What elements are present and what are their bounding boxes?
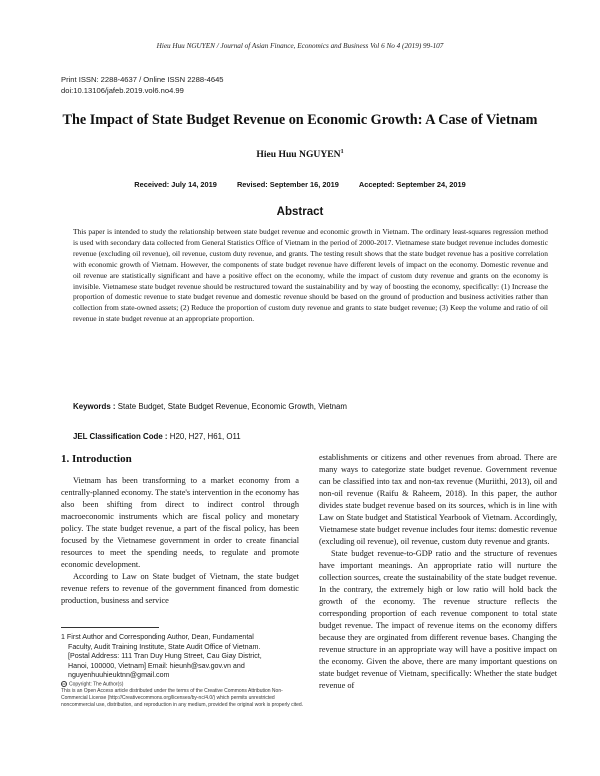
footnote-email[interactable]: nguyenhuuhieuktnn@gmail.com bbox=[68, 671, 170, 680]
intro-paragraph-2: According to Law on State budget of Vietnam, the state budget revenue refers to revenue of the government financed from domestic production, business and service bbox=[61, 572, 299, 605]
copyright-line bbox=[61, 681, 306, 688]
abstract-body: This paper is intended to study the relationship between state budget revenue and economic growth in Vietnam. The ordinary least-squares regression method is used with secondary data collected from General Statistics Office of Vietnam in the period of 2000-2017. Vietnamese state budget revenue includes domestic revenue (excluding oil revenue), oil revenue, custom duty revenue, and grants. The testing result shows that the state budget revenue has a positive correlation with economic growth of Vietnam. However, the components of state budget revenue have different levels of impact on the economy. Domestic revenue and oil revenue are statistically significant and have a positive effect on the economy, while the impact of custom duty revenue and grants on the economy is invisible. Vietnamese state budget revenue should be restructured toward the sustainability and by way of boosting the economy, specifically: (1) Increase the proportion of domestic revenue to state budget revenue and domestic revenue should be based on the ground of production and business activities rather than collection from state-owned assets; (2) Reduce the proportion of custom duty revenue and grants to state budget revenue; (3) Keep the volume and ratio of oil revenue in state budget revenue at an appropriate proportion. bbox=[73, 227, 548, 324]
footnote-line: Faculty, Audit Training Institute, State Audit Office of Vietnam. bbox=[68, 642, 261, 651]
intro-paragraph-1: Vietnam has been transforming to a market economy from a centrally-planned economy. The state's intervention in the economy has also been shifting from direct to indirect control through macroeconomic instruments which are fiscal policy and monetary policy. The state budget revenue, a part of the fiscal policy, has been focused by the Vietnamese government in order to create financial resources to meet the spending needs, to regulate and promote economic development. bbox=[61, 476, 299, 569]
footnote-divider bbox=[61, 627, 159, 628]
intro-paragraph-2-continued: establishments or citizens and other revenues from abroad. There are many ways to categorize state budget revenue. Government revenue can be classified into tax and non-tax revenue (Muriithi, 2013), oil and non-oil revenue (Raifu & Raheem, 2018). In this paper, the author divides state budget revenue based on its sources, which is in line with Law on State budget and Statistical Yearbook of Vietnam. Accordingly, Vietnamese state budget revenue includes four items: domestic revenue (excluding oil revenue), oil revenue, custom duty revenue and grants. bbox=[319, 453, 557, 546]
keywords-label: Keywords : bbox=[73, 402, 116, 411]
license-notice bbox=[61, 681, 306, 709]
submission-dates bbox=[0, 180, 600, 189]
author-footnote bbox=[61, 633, 301, 681]
copyright-icon: cc bbox=[62, 682, 66, 686]
copyright-text: Copyright: The Author(s) bbox=[69, 681, 124, 688]
keywords-line bbox=[73, 402, 548, 411]
doi-line[interactable]: doi:10.13106/jafeb.2019.vol6.no4.99 bbox=[61, 86, 184, 95]
right-column bbox=[319, 452, 557, 692]
intro-paragraph-3: State budget revenue-to-GDP ratio and the structure of revenues have important meanings. An appropriate ratio will nurture the collection sources, create the sustainability of the state budget revenue. In the contrary, the extremely high or low ratio will hold back the growth of the economy. The revenue structure reflects the corresponding proportion of each revenue component to total state budget revenue. The impact of revenue items on the economy differs because they are orginated from different revenue bases. Changing the revenue structure in an appropriate way will have a positive impact on the economy. Given the above, there are many important questions on state budget revenue of Vietnam, specifically: Whether the state budget revenue of bbox=[319, 549, 557, 690]
footnote-line: 1 First Author and Corresponding Author, Dean, Fundamental bbox=[61, 633, 254, 641]
abstract-heading: Abstract bbox=[276, 206, 324, 218]
paper-title: The Impact of State Budget Revenue on Economic Growth: A Case of Vietnam bbox=[62, 112, 538, 128]
accepted-date: Accepted: September 24, 2019 bbox=[358, 180, 466, 189]
jel-label: JEL Classification Code : bbox=[73, 432, 168, 441]
license-text: This is an Open Access article distributed under the terms of the Creative Commons Attribution Non-Commercial License (http://Creativecommons.org/licenses/by-nc/4.0/) which permits unrestricted noncommercial use, distribution, and reproduction in any medium, provided the original work is properly cited. bbox=[61, 688, 304, 709]
author-footnote-marker[interactable]: 1 bbox=[340, 148, 344, 155]
author-line bbox=[0, 149, 600, 160]
issn-block bbox=[61, 74, 224, 96]
footnote-line: [Postal Address: 111 Tran Duy Hung Street, Cau Giay District, bbox=[68, 652, 262, 661]
jel-text: H20, H27, H61, O11 bbox=[167, 432, 241, 441]
issn-line: Print ISSN: 2288-4637 / Online ISSN 2288-4645 bbox=[61, 75, 224, 84]
received-date: Received: July 14, 2019 bbox=[134, 180, 217, 189]
running-head: Hieu Huu NGUYEN / Journal of Asian Finance, Economics and Business Vol 6 No 4 (2019) 99-107 bbox=[156, 42, 444, 50]
revised-date: Revised: September 16, 2019 bbox=[236, 180, 339, 189]
keywords-text: State Budget, State Budget Revenue, Economic Growth, Vietnam bbox=[115, 402, 347, 411]
left-column bbox=[61, 475, 299, 607]
author-name: Hieu Huu NGUYEN bbox=[256, 149, 341, 160]
footnote-line: Hanoi, 100000, Vietnam] Email: hieunh@sav.gov.vn and bbox=[68, 661, 245, 670]
section-heading-introduction: 1. Introduction bbox=[61, 453, 132, 465]
jel-line bbox=[73, 432, 548, 441]
